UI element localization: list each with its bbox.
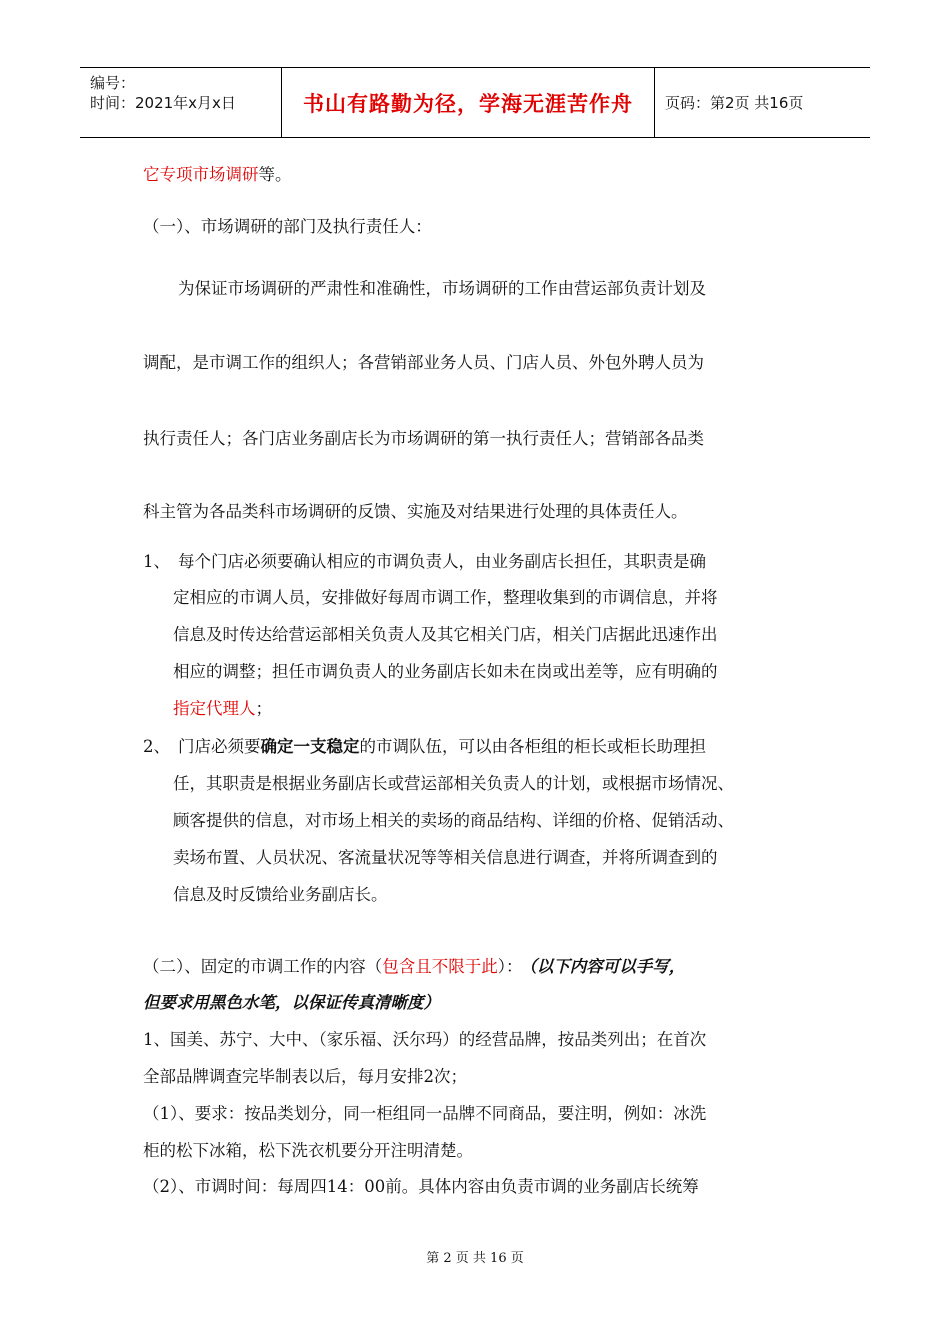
highlight-text: 包含且不限于此 — [382, 957, 498, 976]
list-item-number: 1、 — [143, 552, 170, 571]
list-item-line — [173, 695, 272, 719]
list-item-line: 信息及时传达给营运部相关负责人及其它相关门店，相关门店据此迅速作出 — [173, 625, 718, 644]
highlight-text: 它专项市场调研 — [143, 165, 259, 184]
section-heading-2 — [143, 953, 685, 977]
list-item-line: 定相应的市调人员，安排做好每周市调工作，整理收集到的市调信息，并将 — [173, 588, 718, 607]
time-label: 时间：2021年x月x日 — [90, 94, 236, 112]
paragraph-line: （2）、市调时间：每周四14：00前。具体内容由负责市调的业务副店长统筹 — [143, 1177, 699, 1196]
paragraph-line: 调配，是市调工作的组织人；各营销部业务人员、门店人员、外包外聘人员为 — [143, 353, 704, 372]
header-page-label: 页码：第2页 共16页 — [665, 94, 804, 112]
list-item-line: 顾客提供的信息，对市场上相关的卖场的商品结构、详细的价格、促销活动、 — [173, 811, 734, 830]
bold-text: 确定一支稳定 — [260, 737, 360, 756]
highlight-text: 指定代理人 — [173, 699, 256, 718]
paragraph-line: 柜的松下冰箱，松下洗衣机要分开注明清楚。 — [143, 1141, 473, 1160]
header-meta — [80, 68, 281, 137]
list-item-number: 2、 — [143, 737, 170, 756]
paragraph-line: 为保证市场调研的严肃性和准确性，市场调研的工作由营运部负责计划及 — [178, 279, 706, 298]
text: 等。 — [258, 165, 292, 184]
paragraph-line: 执行责任人；各门店业务副店长为市场调研的第一执行责任人；营销部各品类 — [143, 429, 704, 448]
page-footer: 第 2 页 共 16 页 — [426, 1251, 524, 1266]
code-label: 编号： — [90, 74, 136, 92]
emphasis-note: （以下内容可以手写， — [528, 957, 686, 976]
paragraph-line: 科主管为各品类科市场调研的反馈、实施及对结果进行处理的具体责任人。 — [143, 502, 688, 521]
text: ）： — [497, 957, 523, 976]
list-item-line: 信息及时反馈给业务副店长。 — [173, 885, 388, 904]
emphasis-note: 但要求用黑色水笔，以保证传真清晰度） — [143, 993, 440, 1012]
list-item-line: 每个门店必须要确认相应的市调负责人，由业务副店长担任，其职责是确 — [178, 552, 706, 571]
list-item-line — [178, 733, 706, 757]
header-motto: 书山有路勤为径，学海无涯苦作舟 — [281, 68, 655, 137]
list-item-line: 卖场布置、人员状况、客流量状况等等相关信息进行调查，并将所调查到的 — [173, 848, 718, 867]
section-heading-1: （一）、市场调研的部门及执行责任人： — [143, 217, 432, 236]
text: 的市调队伍，可以由各柜组的柜长或柜长助理担 — [359, 737, 706, 756]
paragraph-line — [143, 161, 292, 185]
list-item-line: 任，其职责是根据业务副店长或营运部相关负责人的计划，或根据市场情况、 — [173, 774, 734, 793]
text: 门店必须要 — [178, 737, 261, 756]
text: （二）、固定的市调工作的内容（ — [143, 957, 383, 976]
list-item-line: 相应的调整；担任市调负责人的业务副店长如未在岗或出差等，应有明确的 — [173, 662, 718, 681]
text: ； — [255, 699, 272, 718]
paragraph-line: （1）、要求：按品类划分，同一柜组同一品牌不同商品，要注明，例如：冰洗 — [143, 1104, 707, 1123]
paragraph-line: 全部品牌调查完毕制表以后，每月安排2次； — [143, 1067, 467, 1086]
document-header — [80, 67, 870, 138]
paragraph-line: 1、国美、苏宁、大中、（家乐福、沃尔玛）的经营品牌，按品类列出；在首次 — [143, 1030, 707, 1049]
